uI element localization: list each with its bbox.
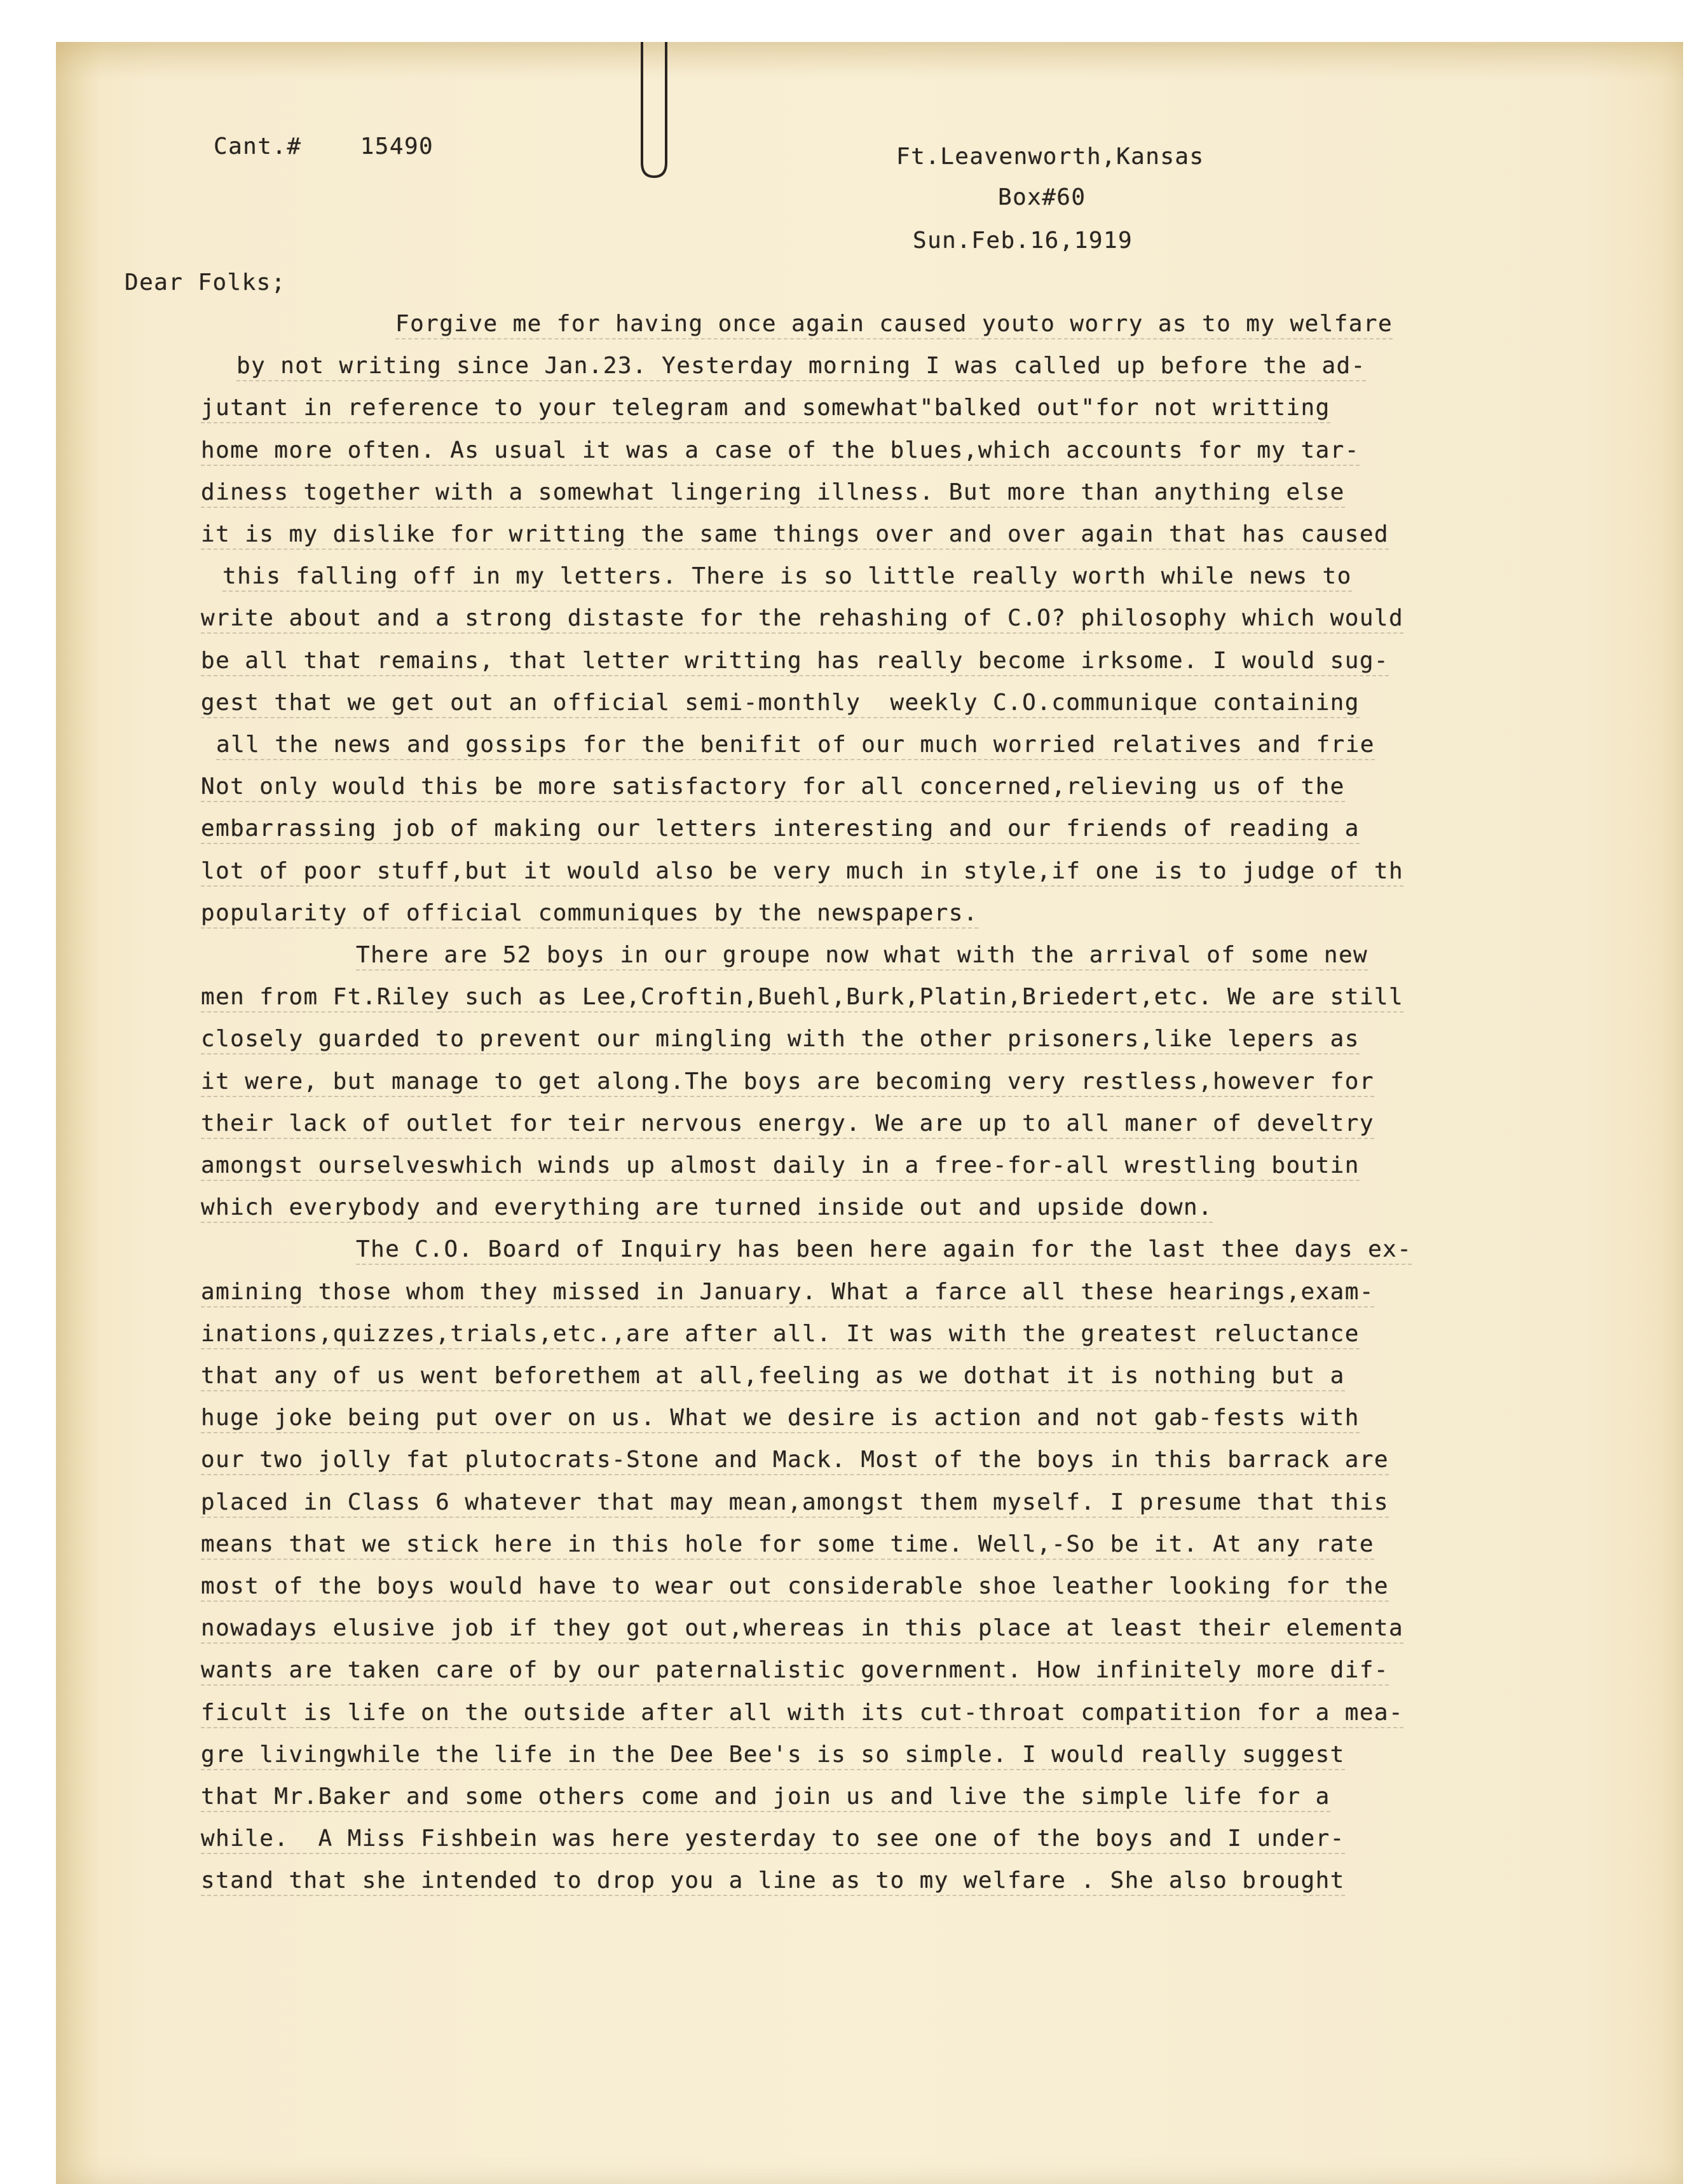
salutation: Dear Folks; xyxy=(125,270,286,296)
paperclip-icon xyxy=(636,42,672,179)
address-city: Ft.Leavenworth,Kansas xyxy=(896,144,1204,170)
letter-line: Not only would this be more satisfactory for all concerned,relieving us of the xyxy=(201,773,1345,802)
address-box: Box#60 xyxy=(998,184,1086,210)
letter-line: Forgive me for having once again caused youto worry as to my welfare xyxy=(395,310,1393,339)
letter-line: be all that remains, that letter writting has really become irksome. I would sug- xyxy=(201,647,1389,676)
letter-line: our two jolly fat plutocrats-Stone and Mack. Most of the boys in this barrack are xyxy=(201,1446,1389,1475)
paper-left-stain xyxy=(56,42,100,2184)
letter-line: most of the boys would have to wear out considerable shoe leather looking for the xyxy=(201,1573,1389,1602)
letter-line: ficult is life on the outside after all with its cut-throat compatition for a mea- xyxy=(201,1699,1403,1728)
letter-line: that Mr.Baker and some others come and join us and live the simple life for a xyxy=(201,1783,1330,1812)
letter-line: which everybody and everything are turned inside out and upside down. xyxy=(201,1194,1213,1223)
letter-line: There are 52 boys in our groupe now what with the arrival of some new xyxy=(356,941,1368,971)
letter-line: their lack of outlet for teir nervous energy. We are up to all maner of develtry xyxy=(201,1110,1374,1139)
letter-line: write about and a strong distaste for the rehashing of C.O? philosophy which would xyxy=(201,604,1403,634)
letter-line: diness together with a somewhat lingering illness. But more than anything else xyxy=(201,479,1345,508)
letter-line: inations,quizzes,trials,etc.,are after all. It was with the greatest reluctance xyxy=(201,1320,1360,1349)
letter-line: means that we stick here in this hole for some time. Well,-So be it. At any rate xyxy=(201,1531,1374,1560)
letter-line: by not writing since Jan.23. Yesterday morning I was called up before the ad- xyxy=(236,352,1366,381)
letter-line: home more often. As usual it was a case of the blues,which accounts for my tar- xyxy=(201,437,1360,466)
letter-line: all the news and gossips for the benifit of our much worried relatives and frie xyxy=(216,731,1375,760)
letter-line: embarrassing job of making our letters interesting and our friends of reading a xyxy=(201,815,1360,844)
letter-line: while. A Miss Fishbein was here yesterday to see one of the boys and I under- xyxy=(201,1825,1345,1854)
letter-date: Sun.Feb.16,1919 xyxy=(913,228,1133,254)
letter-line: nowadays elusive job if they got out,whereas in this place at least their elementa xyxy=(201,1614,1403,1644)
letter-line: it is my dislike for writting the same things over and over again that has caused xyxy=(201,521,1389,550)
letter-line: huge joke being put over on us. What we desire is action and not gab-fests with xyxy=(201,1404,1360,1433)
letter-line: men from Ft.Riley such as Lee,Croftin,Buehl,Burk,Platin,Briedert,etc. We are still xyxy=(201,983,1403,1013)
letter-line: popularity of official communiques by the newspapers. xyxy=(201,899,978,929)
letter-line: stand that she intended to drop you a line as to my welfare . She also brought xyxy=(201,1867,1345,1896)
file-number: Cant.# 15490 xyxy=(214,133,434,160)
letter-line: gest that we get out an official semi-monthly weekly C.O.communique containing xyxy=(201,689,1360,718)
letter-line: closely guarded to prevent our mingling with the other prisoners,like lepers as xyxy=(201,1025,1360,1054)
letter-line: amongst ourselveswhich winds up almost daily in a free-for-all wrestling boutin xyxy=(201,1152,1360,1181)
letter-line: lot of poor stuff,but it would also be very much in style,if one is to judge of th xyxy=(201,857,1403,887)
letter-line: wants are taken care of by our paternalistic government. How infinitely more dif- xyxy=(201,1656,1389,1686)
letter-line: that any of us went beforethem at all,feeling as we dothat it is nothing but a xyxy=(201,1362,1345,1391)
letter-line: jutant in reference to your telegram and somewhat"balked out"for not writting xyxy=(201,394,1330,423)
letter-line: gre livingwhile the life in the Dee Bee's is so simple. I would really suggest xyxy=(201,1741,1345,1770)
letter-line: this falling off in my letters. There is so little really worth while news to xyxy=(222,563,1352,592)
letter-line: amining those whom they missed in January. What a farce all these hearings,exam- xyxy=(201,1278,1374,1307)
paper-edge-stain xyxy=(56,42,1683,80)
letter-line: The C.O. Board of Inquiry has been here again for the last thee days ex- xyxy=(356,1236,1412,1265)
letter-line: placed in Class 6 whatever that may mean,amongst them myself. I presume that this xyxy=(201,1489,1389,1518)
letter-line: it were, but manage to get along.The boys are becoming very restless,however for xyxy=(201,1068,1374,1097)
